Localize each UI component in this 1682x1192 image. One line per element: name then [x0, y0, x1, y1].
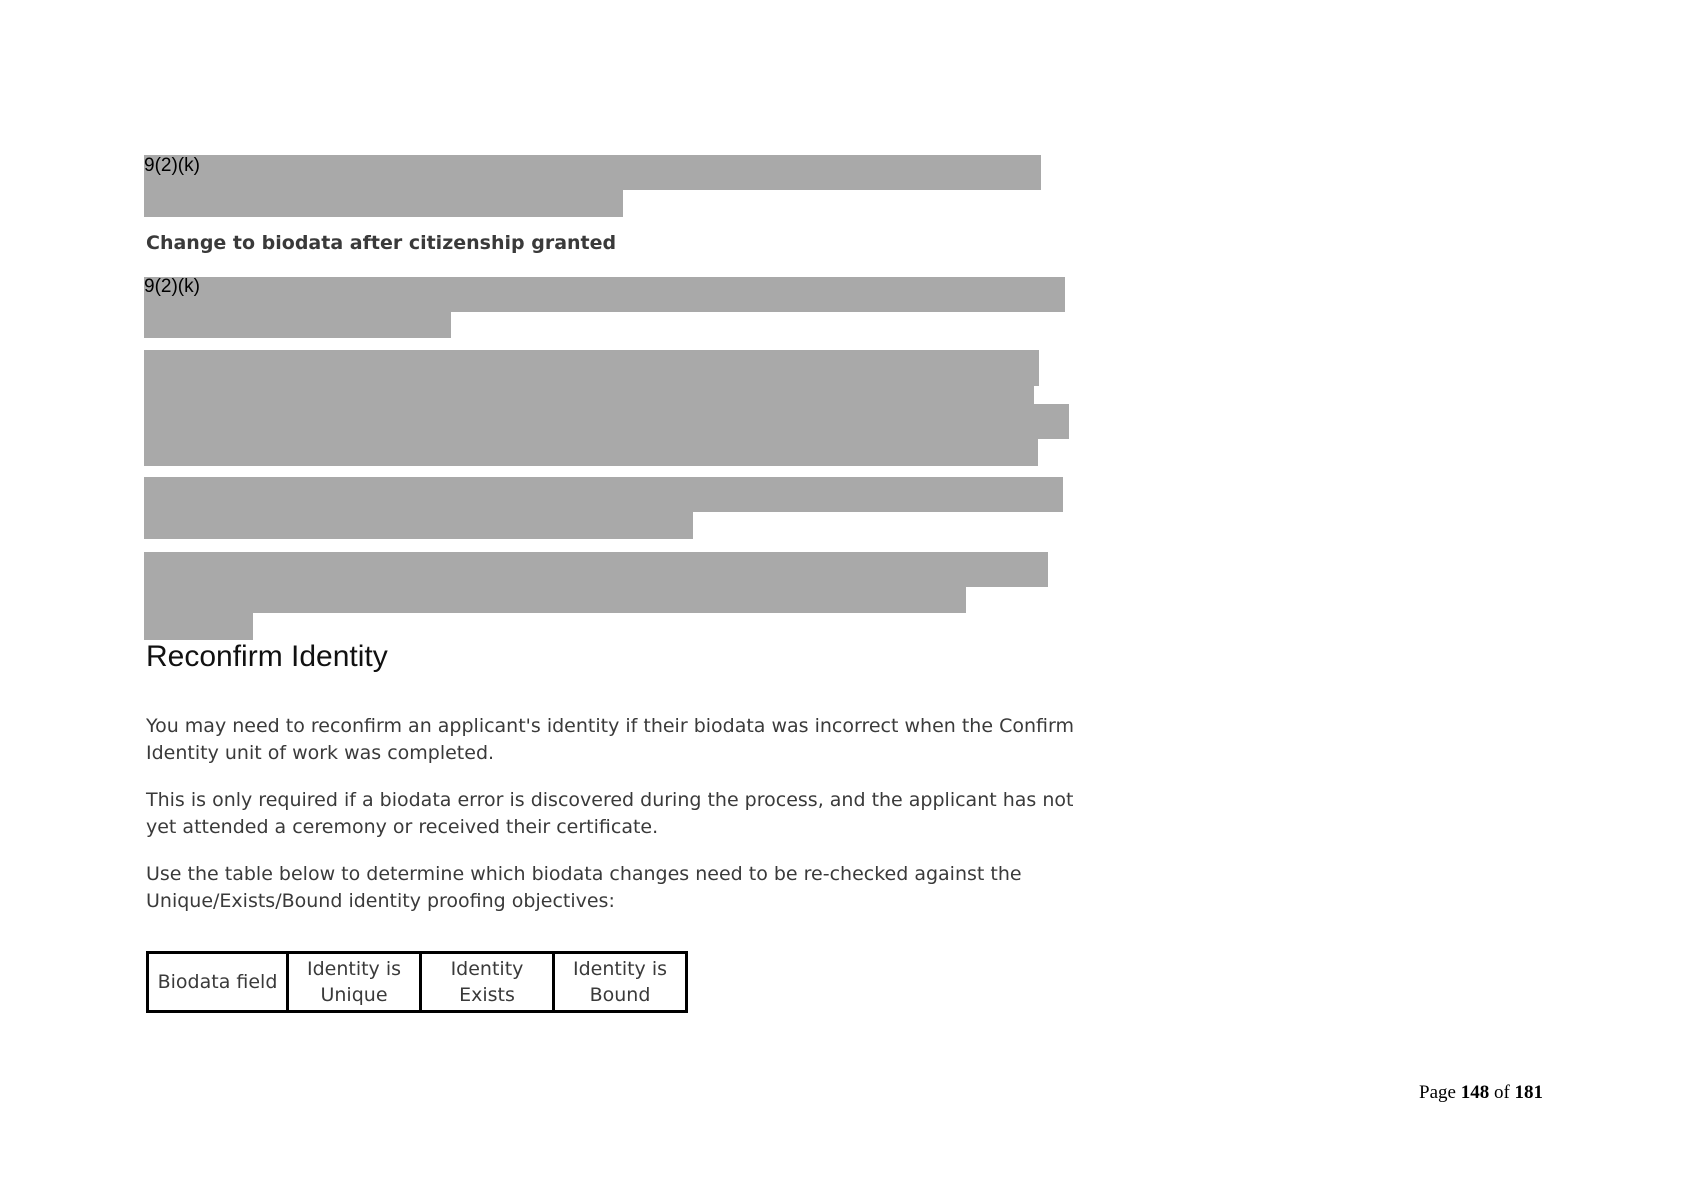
section-heading: Change to biodata after citizenship granted: [146, 232, 617, 254]
table-header-cell: Identity Exists: [421, 953, 554, 1012]
redaction-block: [144, 189, 623, 217]
table-header-row: [148, 953, 687, 1012]
table-header-cell: Identity is Unique: [288, 953, 421, 1012]
redaction-block: [144, 311, 451, 338]
page-of: of: [1493, 1082, 1510, 1103]
table-header-cell: Identity is Bound: [554, 953, 687, 1012]
page-prefix: Page: [1419, 1082, 1456, 1103]
redaction-block: [144, 350, 1039, 386]
redaction-block: [144, 586, 966, 613]
paragraph: You may need to reconfirm an applicant's identity if their biodata was incorrect when the Confirm Identity unit of work was completed.: [146, 715, 1074, 764]
page-total: 181: [1514, 1082, 1544, 1103]
redaction-block: [144, 404, 1069, 439]
redaction-block: [144, 438, 1038, 466]
redaction-block: [144, 477, 1063, 512]
redaction-code-label: 9(2)(k): [144, 155, 200, 176]
paragraph: This is only required if a biodata error is discovered during the process, and the applicant has not yet attended a ceremony or received their certificate.: [146, 789, 1074, 838]
redaction-block: [144, 612, 253, 640]
redaction-block: [144, 552, 1048, 587]
redaction-code-label: 9(2)(k): [144, 276, 200, 297]
redaction-block: [144, 385, 1034, 405]
page-current: 148: [1460, 1082, 1490, 1103]
paragraph: Use the table below to determine which biodata changes need to be re-checked against the Unique/Exists/Bound identity proofing objectives:: [146, 863, 1022, 912]
redaction-block: [144, 511, 693, 539]
biodata-table: [146, 951, 688, 1013]
table-header-cell: Biodata field: [148, 953, 288, 1012]
redaction-block: [144, 277, 1065, 312]
page-title: Reconfirm Identity: [146, 640, 388, 673]
page-number: [1419, 1082, 1543, 1104]
redaction-block: [144, 155, 1041, 190]
